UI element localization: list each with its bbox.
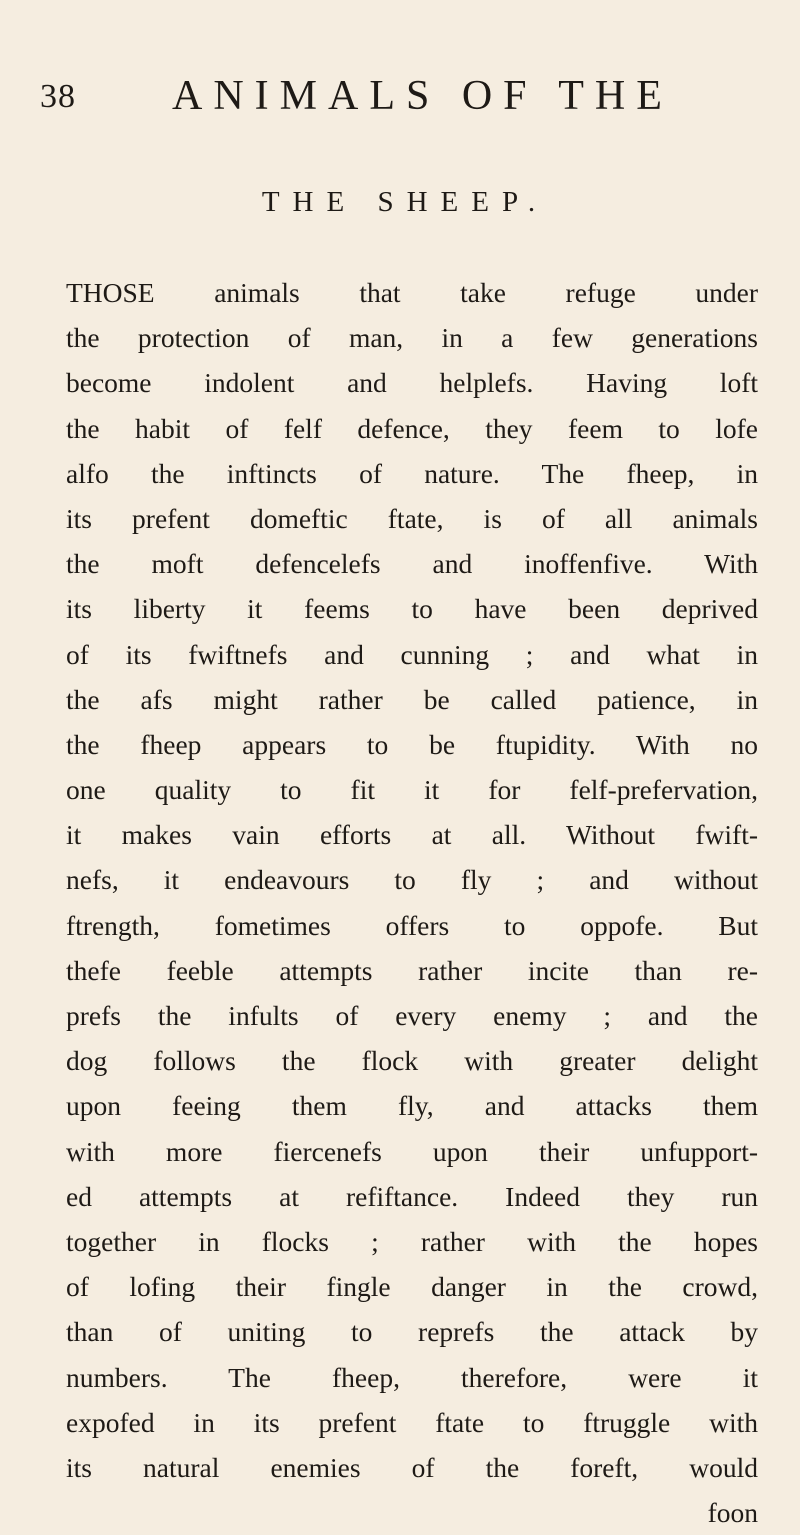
text-line: numbers. The fheep, therefore, were it	[66, 1361, 758, 1393]
text-line: become indolent and helplefs. Having loft	[66, 367, 758, 399]
text-line: the fheep appears to be ftupidity. With no	[66, 728, 758, 760]
running-title: ANIMALS OF THE	[172, 73, 673, 119]
text-line: its liberty it feems to have been deprived	[66, 593, 758, 625]
text-line: ftrength, fometimes offers to oppofe. But	[66, 909, 758, 941]
catchword: foon	[707, 1497, 758, 1529]
text-line: the habit of felf defence, they feem to lofe	[66, 412, 758, 444]
body-text	[66, 270, 758, 1535]
text-line: THOSE animals that take refuge under	[66, 277, 758, 308]
text-line: dog follows the flock with greater delight	[66, 1045, 758, 1077]
text-line: prefs the infults of every enemy ; and the	[66, 1000, 758, 1031]
text-line: with more fiercenefs upon their unfupport-	[66, 1135, 758, 1167]
text-line: of its fwiftnefs and cunning ; and what in	[66, 638, 758, 670]
text-line: alfo the inftincts of nature. The fheep, in	[66, 457, 758, 489]
text-line: the moft defencelefs and inoffenfive. With	[66, 548, 758, 580]
text-line: its natural enemies of the foreft, would	[66, 1451, 758, 1483]
text-line: the afs might rather be called patience, in	[66, 683, 758, 715]
text-line: thefe feeble attempts rather incite than re-	[66, 954, 758, 986]
text-line: one quality to fit it for felf-prefervation,	[66, 774, 758, 806]
text-line: nefs, it endeavours to fly ; and without	[66, 864, 758, 896]
text-line: it makes vain efforts at all. Without fwift-	[66, 819, 758, 851]
running-head	[40, 72, 780, 132]
text-line: than of uniting to reprefs the attack by	[66, 1316, 758, 1348]
text-line: the protection of man, in a few generations	[66, 322, 758, 354]
chapter-title: THE SHEEP.	[261, 186, 549, 218]
text-line: of lofing their fingle danger in the crowd,	[66, 1271, 758, 1303]
page-number: 38	[40, 78, 76, 115]
text-line: ed attempts at refiftance. Indeed they run	[66, 1180, 758, 1212]
text-line: together in flocks ; rather with the hopes	[66, 1225, 758, 1257]
text-line: its prefent domeftic ftate, is of all animals	[66, 502, 758, 534]
text-line: expofed in its prefent ftate to ftruggle with	[66, 1406, 758, 1438]
text-line: upon feeing them fly, and attacks them	[66, 1090, 758, 1122]
